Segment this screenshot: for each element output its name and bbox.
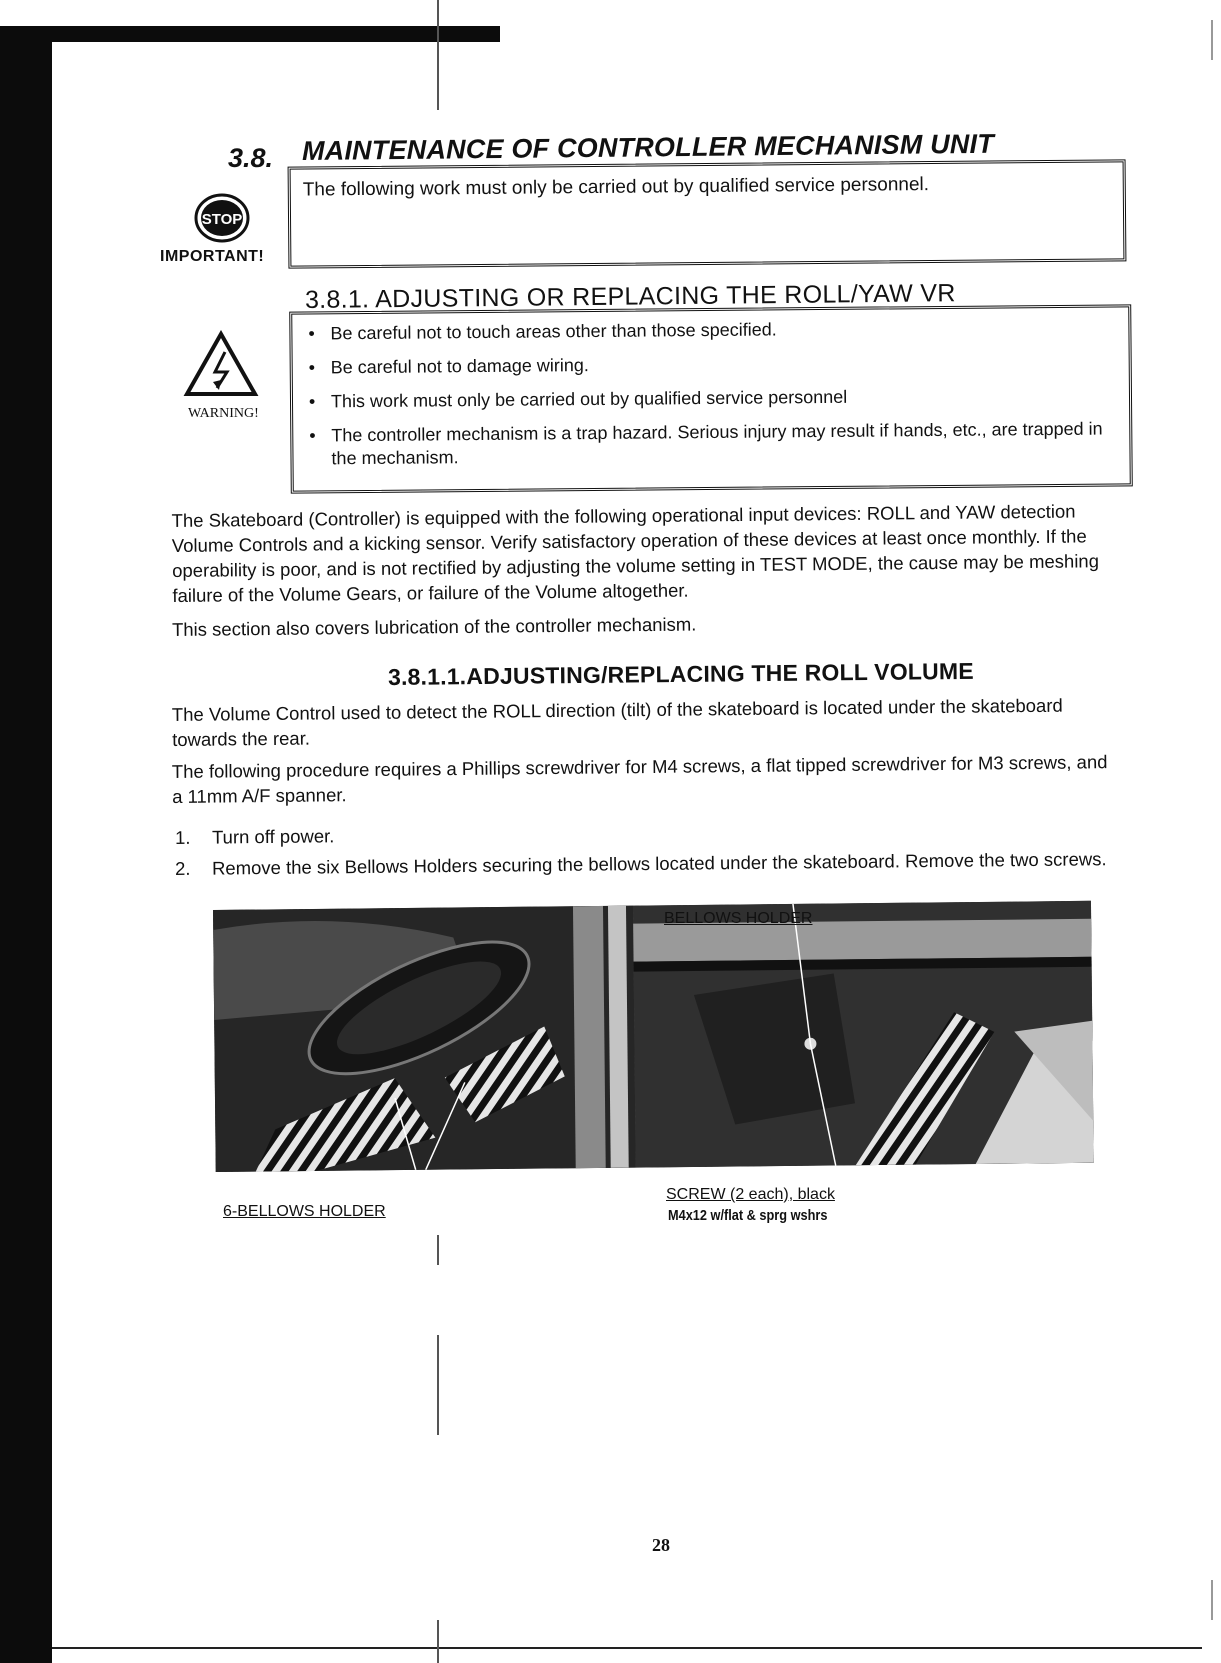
subsubsection-title: 3.8.1.1.ADJUSTING/REPLACING THE ROLL VOLUME [387, 657, 974, 690]
callout-bellows-holder: BELLOWS HOLDER [664, 910, 813, 927]
warning-label: WARNING! [188, 406, 259, 421]
photo-illustration [213, 901, 1094, 1172]
scan-mark [1211, 20, 1213, 60]
warning-box [289, 304, 1133, 493]
section-number: 3.8. [228, 143, 274, 173]
procedure-step [172, 846, 1112, 881]
body-paragraph: The Skateboard (Controller) is equipped with the following operational input devices: ROLL and YAW detection Volume Controls and a kicking sensor. Verify satisfactory operation of these devices at least once monthly. If the operability is poor, and is not rectified by adjusting the volume setting in TEST MODE, the cause may be meshing failure of the Volume Gears, or failure of the Volume altogether. [171, 500, 1100, 606]
section-title: MAINTENANCE OF CONTROLLER MECHANISM UNIT [301, 128, 995, 166]
scan-edge-left [0, 38, 52, 1663]
fold-line [437, 0, 439, 110]
scan-edge-bottom [52, 1647, 1202, 1649]
body-paragraph: This section also covers lubrication of the controller mechanism. [171, 613, 697, 640]
fold-line [437, 1620, 439, 1663]
stop-icon [191, 192, 253, 244]
step-number: 1. [174, 826, 191, 848]
subsection-title: 3.8.1. ADJUSTING OR REPLACING THE ROLL/YAW VR [304, 279, 956, 314]
fold-line [437, 1335, 439, 1435]
body-paragraph: The following procedure requires a Phillips screwdriver for M4 screws, a flat tipped screwdriver for M3 screws, and a 11mm A/F spanner. [171, 751, 1108, 807]
callout-screw: SCREW (2 each), black [666, 1186, 835, 1203]
callout-screw-spec: M4x12 w/flat & sprg wshrs [668, 1207, 828, 1224]
warning-icon [183, 330, 259, 398]
fold-line [437, 1235, 439, 1265]
step-text: Remove the six Bellows Holders securing the bellows located under the skateboard. Remove the two screws. [211, 848, 1107, 879]
step-number: 2. [174, 857, 191, 879]
warning-item: • Be careful not to touch areas other than those specified. [302, 315, 1112, 345]
body-paragraph: The Volume Control used to detect the ROLL direction (tilt) of the skateboard is located under the skateboard towards the rear. [171, 694, 1063, 750]
important-label: IMPORTANT! [160, 248, 265, 265]
important-notice-text: The following work must only be carried out by qualified service personnel. [302, 174, 930, 201]
warning-item: • Be careful not to damage wiring. [303, 349, 1113, 379]
page-number: 28 [652, 1535, 670, 1555]
important-notice-box [288, 159, 1127, 268]
callout-six-bellows-holder: 6-BELLOWS HOLDER [223, 1203, 386, 1220]
stop-icon-text: STOP [201, 211, 243, 228]
scan-edge-top [0, 26, 500, 42]
warning-list [302, 315, 1113, 481]
bellows-holder-photo [213, 901, 1094, 1172]
procedure-step [172, 815, 1112, 850]
scan-mark [1211, 1580, 1213, 1620]
warning-item: • The controller mechanism is a trap hazard. Serious injury may result if hands, etc., are trapped in the mechanism. [303, 417, 1113, 470]
warning-item: • This work must only be carried out by qualified service personnel [303, 383, 1113, 413]
step-text: Turn off power. [211, 825, 335, 848]
